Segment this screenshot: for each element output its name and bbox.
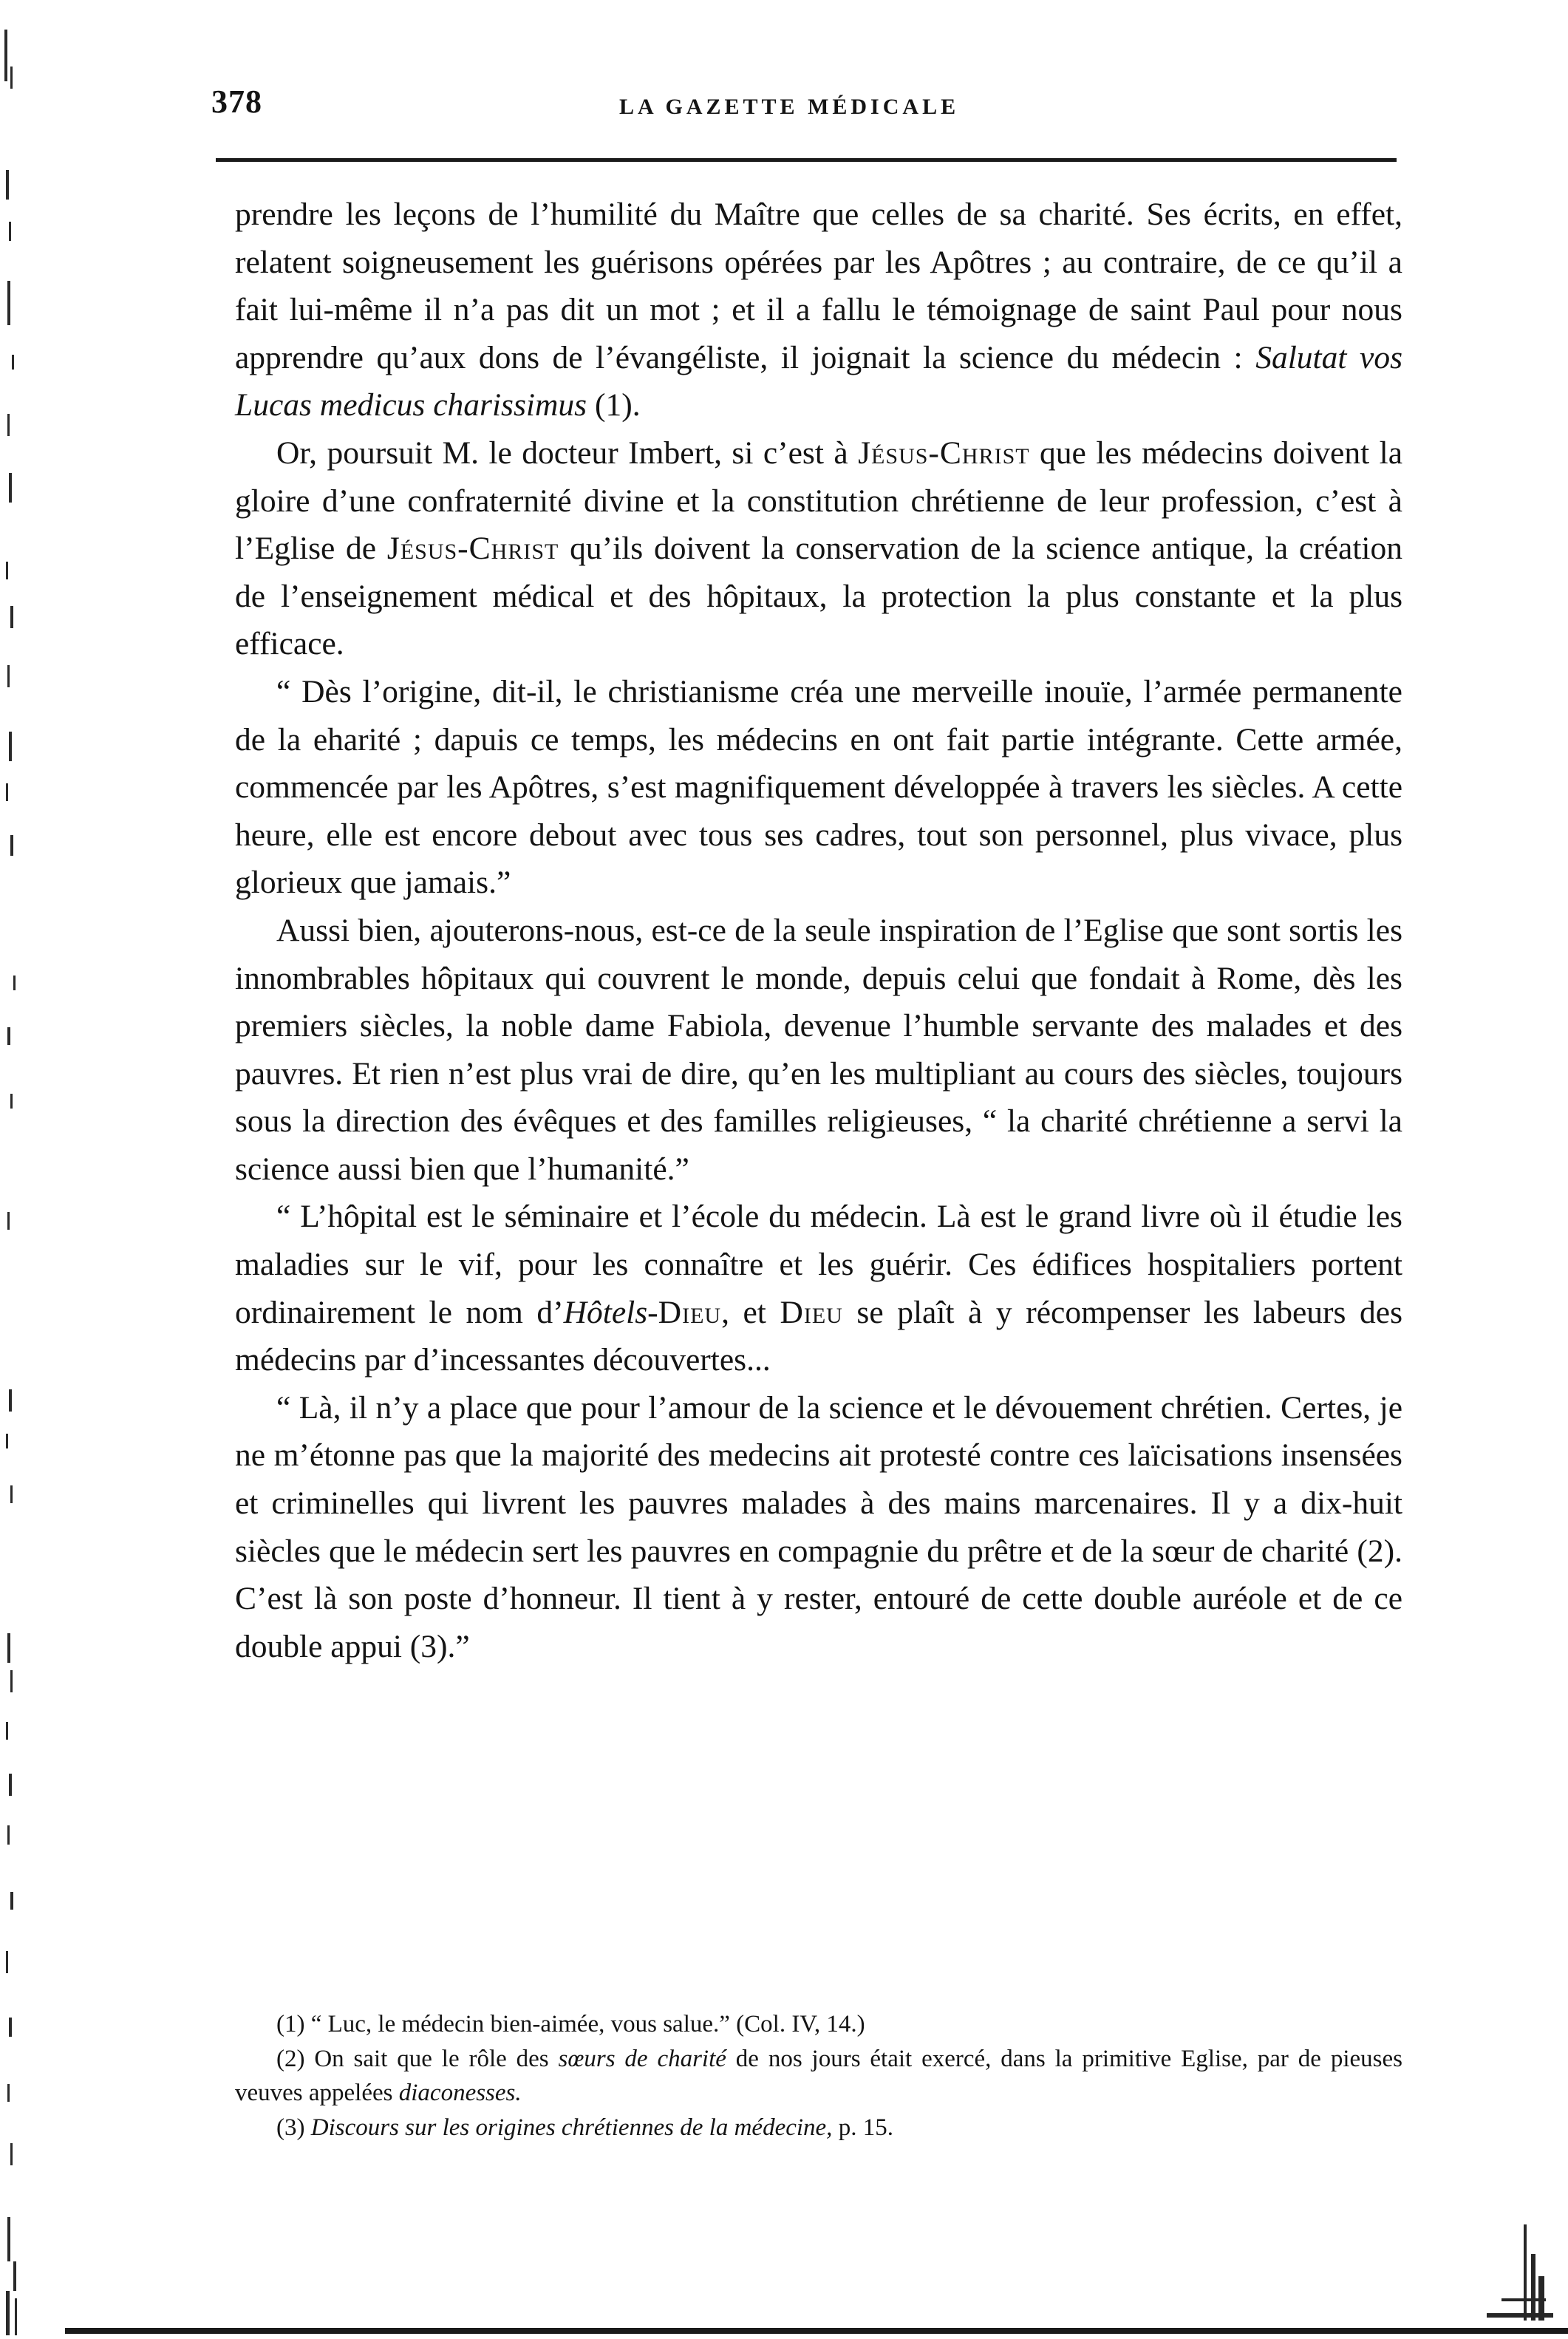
- footnotes: [235, 2007, 1402, 2145]
- latin-quote: Salutat vos Lucas medicus charissimus: [235, 339, 1402, 423]
- page-bottom-edge: [65, 2328, 1568, 2334]
- footnote-1: (1) “ Luc, le médecin bien-aimée, vous salue.” (Col. IV, 14.): [276, 2011, 865, 2037]
- small-caps-name: Jésus-Christ: [858, 435, 1030, 471]
- body-text: [235, 191, 1402, 1670]
- italic-term: Hôtels-: [563, 1294, 658, 1330]
- small-caps-name: Dieu: [780, 1294, 843, 1330]
- paragraph-4: Aussi bien, ajouterons-nous, est-ce de la seule inspiration de l’Eglise que sont sortis les innombrables hôpitaux qui couvrent le monde, depuis celui que fondait à Rome, dès les premiers siècles, la noble dame Fabiola, devenue l’humble servante des malades et des pauvres. Et rien n’est plus vrai de dire, qu’en les multipliant au cours des siècles, toujours sous la direction des évêques et des familles religieuses, “ la charité chrétienne a servi la science aussi bien que l’humanité.”: [235, 912, 1402, 1187]
- page-number: 378: [211, 84, 262, 120]
- header-rule: [216, 158, 1397, 162]
- footnote-3: (3) Discours sur les origines chrétiennes de la médecine, p. 15.: [276, 2114, 893, 2141]
- paragraph-1: prendre les leçons de l’humilité du Maître que celles de sa charité. Ses écrits, en effet, relatent soigneusement les guérisons opérées par les Apôtres ; au contraire, de ce qu’il a fait lui-même il n’a pas dit un mot ; et il a fallu le témoignage de saint Paul pour nous apprendre qu’aux dons de l’évangéliste, il joignait la science du médecin : Salutat vos Lucas medicus charissimus (1).: [235, 197, 1402, 423]
- scan-corner-artifact: [1413, 2210, 1568, 2328]
- footnote-2: (2) On sait que le rôle des sœurs de charité de nos jours était exercé, dans la primitive Eglise, par de pieuses veuves appelées diaconesses.: [235, 2045, 1402, 2106]
- paragraph-2: Or, poursuit M. le docteur Imbert, si c’est à Jésus-Christ que les médecins doivent la gloire d’une confraternité divine et la constitution chrétienne de leur profession, c’est à l’Eglise de Jésus-Christ qu’ils doivent la conservation de la science antique, la création de l’enseignement médical et des hôpitaux, la protection la plus constante et la plus efficace.: [235, 435, 1403, 662]
- paragraph-3: “ Dès l’origine, dit-il, le christianisme créa une merveille inouïe, l’armée permanente de la eharité ; dapuis ce temps, les médecins en ont fait partie intégrante. Cette armée, commencée par les Apôtres, s’est magnifiquement développée à travers les siècles. A cette heure, elle est encore debout avec tous ses cadres, tout son personnel, plus vivace, plus glorieux que jamais.”: [235, 673, 1402, 901]
- small-caps-name: Dieu: [658, 1294, 722, 1330]
- paragraph-5: “ L’hôpital est le séminaire et l’école du médecin. Là est le grand livre où il étudie les maladies sur le vif, pour les connaître et les guérir. Ces édifices hospitaliers portent ordinairement le nom d’Hôtels-Dieu, et Dieu se plaît à y récompenser les labeurs des médecins par d’incessantes découvertes...: [235, 1199, 1402, 1378]
- small-caps-name: Jésus-Christ: [386, 531, 559, 567]
- page-header: [211, 83, 1402, 142]
- paragraph-6: “ Là, il n’y a place que pour l’amour de la science et le dévouement chrétien. Certes, je ne m’étonne pas que la majorité des medecins ait protesté contre ces laïcisations insensées et criminelles qui livrent les pauvres malades à des mains marcenaires. Il y a dix-huit siècles que le médecin sert les pauvres en compagnie du prêtre et de la sœur de charité (2). C’est là son poste d’honneur. Il tient à y rester, entouré de cette double auréole et de ce double appui (3).”: [235, 1389, 1402, 1664]
- scan-edge-artifacts: [0, 0, 44, 2339]
- running-title: LA GAZETTE MÉDICALE: [619, 95, 960, 119]
